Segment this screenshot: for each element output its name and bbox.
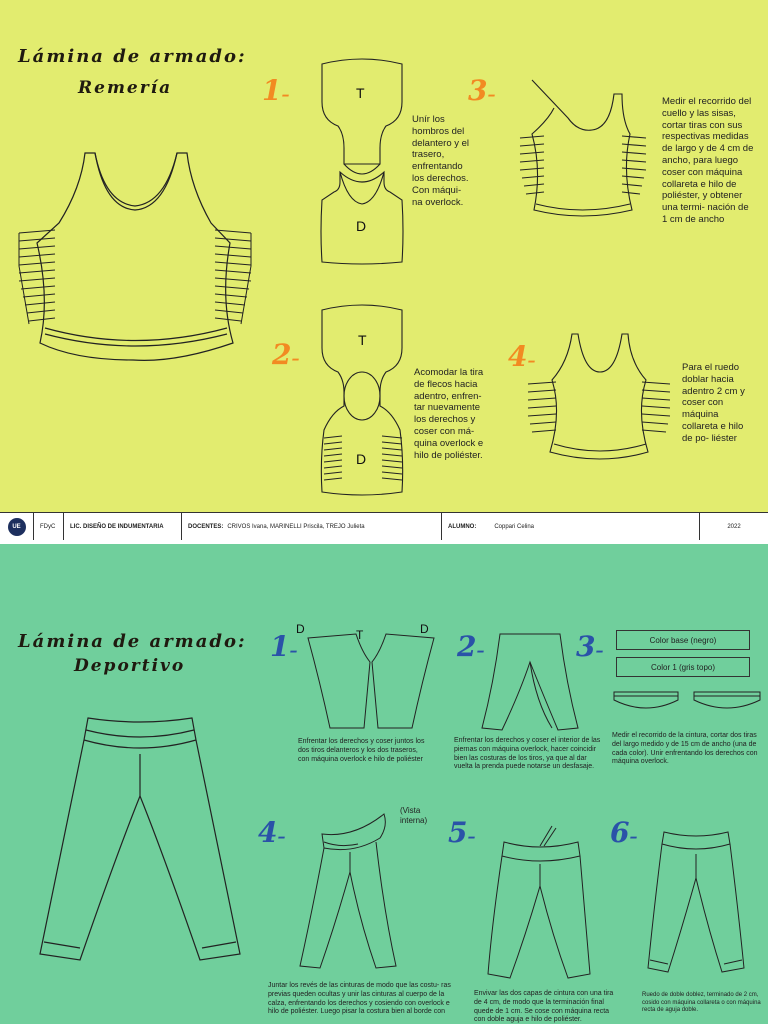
b-label-t: T [356, 628, 364, 642]
b-step2-number: 2– [457, 630, 485, 663]
b-step2-text: Enfrentar los derechos y coser el interior de las piernas con máquina overlock, hacer coincidir bien las costuras de los tiros, ya que al dar vuelta la prenda puede notarse un desfasaje. [454, 737, 601, 771]
b-step4-note: (Vista interna) [400, 806, 428, 825]
step1-text: Unír los hombros del delantero y el trasero, enfrentando los derechos. Con máqui- na overlock. [412, 114, 470, 208]
footer-year: 2022 [727, 524, 741, 530]
deportivo-sheet [0, 544, 768, 1024]
footer-alumno: ALUMNO: Coppari Celina [442, 513, 700, 540]
step4-text: Para el ruedo doblar hacia adentro 2 cm y coser con máquina collareta e hilo de po- liéster [682, 362, 745, 444]
waistband-pieces [612, 690, 762, 720]
label-delantero-2: D [356, 451, 367, 467]
footer-career: LIC. DISEÑO DE INDUMENTARIA [64, 513, 182, 540]
b-step5-text: Envivar las dos capas de cintura con una tira de 4 cm, de modo que la terminación final quede de 1 cm. Se cose con máquina recta con doble aguja e hilo de poliéster. [474, 990, 614, 1024]
b-step3-text: Medir el recorrido de la cintura, cortar dos tiras del largo medido y de 15 cm de ancho (una de cada color). Unir enfrentando los derechos con máquina overlock. [612, 732, 758, 766]
b-step4-number: 4– [258, 816, 286, 849]
bottom-title-line2: Deportivo [74, 656, 186, 676]
color-base-box: Color base (negro) [616, 630, 750, 650]
color-1-box: Color 1 (gris topo) [616, 657, 750, 677]
legging-step6 [646, 828, 746, 978]
b-step5-number: 5– [448, 816, 476, 849]
step3-text: Medir el recorrido del cuello y las sisas, cortar tiras con sus respectivas medidas de largo y de 4 cm de ancho, para luego coser con máquina collareta e hilo de poliéster, y obtener una termi- nación de 1 cm de ancho [662, 96, 754, 225]
b-step4-text: Juntar los revés de las cinturas de modo que las costu- ras previas queden ocultas y unir las cinturas al cuerpo de la calza, enfrentando los derechos y cosiendo con overlock e hilo de poliéster. Luego pisar la costura bien al borde con [268, 982, 451, 1016]
university-logo: UE [8, 518, 26, 536]
top-title-line1: Lámina de armado: [18, 46, 247, 67]
step4-number: 4– [508, 340, 536, 373]
label-delantero-1: D [356, 218, 367, 234]
footer-faculty: FDyC [34, 513, 64, 540]
b-label-d1: D [296, 622, 305, 636]
b-step6-text: Ruedo de doble doblez, terminado de 2 cm, cosido con máquina collareta o con máquina recta de aguja doble. [642, 992, 761, 1014]
footer-docentes: DOCENTES: CRIVOS Ivana, MARINELLI Priscila, TREJO Julieta [182, 513, 442, 540]
footer-logo-cell [0, 513, 34, 540]
tank-top-illustration [15, 148, 255, 378]
tank-top-step3 [518, 80, 648, 230]
b-step1-number: 1– [270, 630, 298, 663]
legging-step5 [486, 824, 596, 984]
pattern-pieces-step2 [318, 300, 408, 500]
leggings-illustration [36, 716, 246, 976]
b-step1-text: Enfrentar los derechos y coser juntos los dos tiros delanteros y los dos traseros, con máquina overlock e hilo de poliéster [298, 738, 425, 763]
step2-text: Acomodar la tira de flecos hacia adentro, enfren- tar nuevamente los derechos y coser con má- quina overlock e hilo de poliéster. [414, 367, 484, 461]
top-title-line2: Remería [78, 78, 173, 98]
legging-step2 [480, 632, 580, 732]
step2-number: 2– [272, 338, 300, 371]
legging-pieces-step1 [306, 632, 436, 732]
step3-number: 3– [468, 74, 496, 107]
tank-top-step4 [524, 332, 674, 472]
legging-step4 [298, 812, 398, 972]
b-label-d2: D [420, 622, 429, 636]
step1-number: 1– [262, 74, 290, 107]
label-trasero-2: T [358, 332, 367, 348]
b-step3-number: 3– [576, 630, 604, 663]
b-step6-number: 6– [610, 816, 638, 849]
bottom-title-line1: Lámina de armado: [18, 631, 247, 652]
footer-bar [0, 512, 768, 540]
label-trasero-1: T [356, 85, 365, 101]
